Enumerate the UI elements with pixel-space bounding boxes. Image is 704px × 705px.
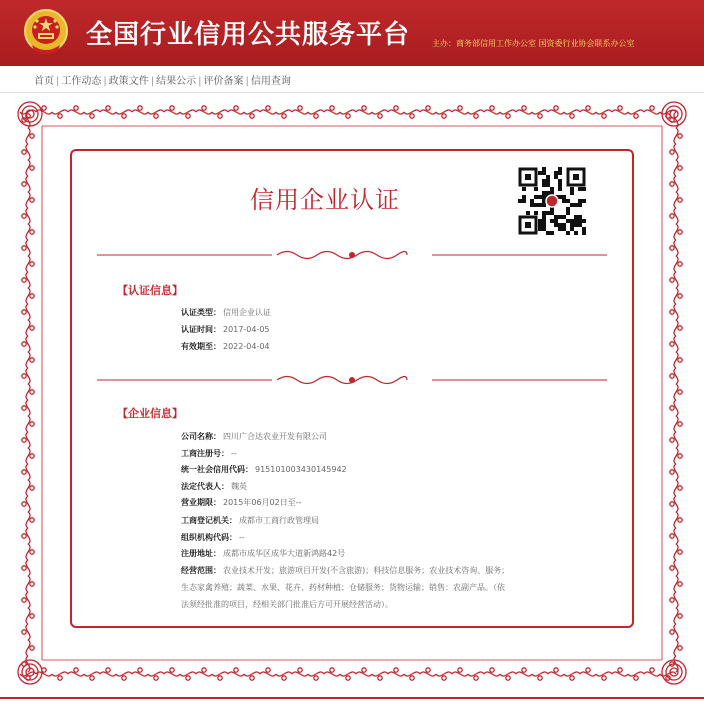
- company-info-row: [181, 464, 347, 475]
- row-label: 工商登记机关：: [181, 516, 237, 525]
- company-info-row: [181, 448, 237, 459]
- nav-item-results[interactable]: 结果公示: [156, 76, 197, 87]
- row-label: 工商注册号：: [181, 449, 229, 458]
- row-label: 认证类型：: [181, 308, 221, 317]
- qr-code-icon: [518, 167, 586, 235]
- cert-info-row: [181, 307, 271, 318]
- nav-separator: |: [245, 76, 249, 87]
- section-divider: [97, 247, 607, 263]
- certificate-title: 信用企业认证: [250, 186, 400, 214]
- main-nav: [0, 66, 704, 93]
- company-info-row: [181, 515, 319, 526]
- nav-separator: |: [103, 76, 107, 87]
- site-title: 全国行业信用公共服务平台: [86, 20, 411, 50]
- footer-divider: [0, 697, 704, 699]
- company-info-row: [181, 548, 345, 559]
- row-label: 公司名称：: [181, 432, 221, 441]
- row-value: 2022-04-04: [223, 342, 270, 351]
- row-value: 四川广合达农业开发有限公司: [223, 432, 327, 441]
- row-value: --: [239, 533, 245, 542]
- section-divider: [97, 372, 607, 388]
- row-label: 注册地址：: [181, 549, 221, 558]
- company-info-row: [181, 497, 302, 508]
- row-label: 营业期限：: [181, 498, 221, 507]
- row-value: 成都市成华区成华大道新鸿路42号: [223, 549, 346, 558]
- row-label: 法定代表人：: [181, 482, 229, 491]
- nav-item-home[interactable]: 首页: [34, 76, 54, 87]
- sponsor-text: 主办：商务部信用工作办公室 国资委行业协会联系办公室: [432, 39, 635, 48]
- cert-info-row: [181, 324, 270, 335]
- row-value: 信用企业认证: [223, 308, 271, 317]
- row-value: 2015年06月02日至--: [223, 498, 302, 507]
- company-info-row: [181, 431, 327, 442]
- row-value: 农业技术开发；旅游项目开发(不含旅游)；科技信息服务；农业技术咨询、服务；: [223, 566, 510, 575]
- row-value: 魏英: [231, 482, 247, 491]
- row-value: --: [231, 449, 237, 458]
- nav-separator: |: [150, 76, 155, 87]
- row-label: 有效期至：: [181, 342, 221, 351]
- company-info-row: [181, 532, 245, 543]
- row-label: 认证时间：: [181, 325, 221, 334]
- national-emblem-icon: [22, 7, 70, 57]
- site-header: [0, 0, 704, 66]
- cert-info-row: [181, 341, 270, 352]
- row-label: 组织机构代码：: [181, 533, 237, 542]
- row-value: 915101003430145942: [255, 465, 347, 474]
- nav-item-policy-docs[interactable]: 政策文件: [108, 76, 149, 87]
- nav-separator: |: [198, 76, 202, 87]
- company-info-row: [181, 481, 247, 492]
- row-label: 经营范围：: [181, 566, 221, 575]
- nav-item-work-news[interactable]: 工作动态: [61, 76, 102, 87]
- nav-item-evaluation[interactable]: 评价备案: [203, 76, 244, 87]
- row-value: 成都市工商行政管理局: [239, 516, 319, 525]
- business-scope-line: 法须经批准的项目，经相关部门批准后方可开展经营活动）。: [181, 600, 393, 609]
- company-info-title: 【企业信息】: [117, 407, 183, 420]
- company-info-row: [181, 565, 509, 576]
- cert-info-title: 【认证信息】: [117, 284, 183, 297]
- nav-item-credit-query[interactable]: 信用查询: [250, 76, 291, 87]
- row-value: 2017-04-05: [223, 325, 270, 334]
- business-scope-line: 生态家禽养殖；蔬菜、水果、花卉、药材种植；仓储服务；货物运输；销售：农副产品。（依: [181, 583, 505, 592]
- nav-separator: |: [56, 76, 60, 87]
- row-label: 统一社会信用代码：: [181, 465, 253, 474]
